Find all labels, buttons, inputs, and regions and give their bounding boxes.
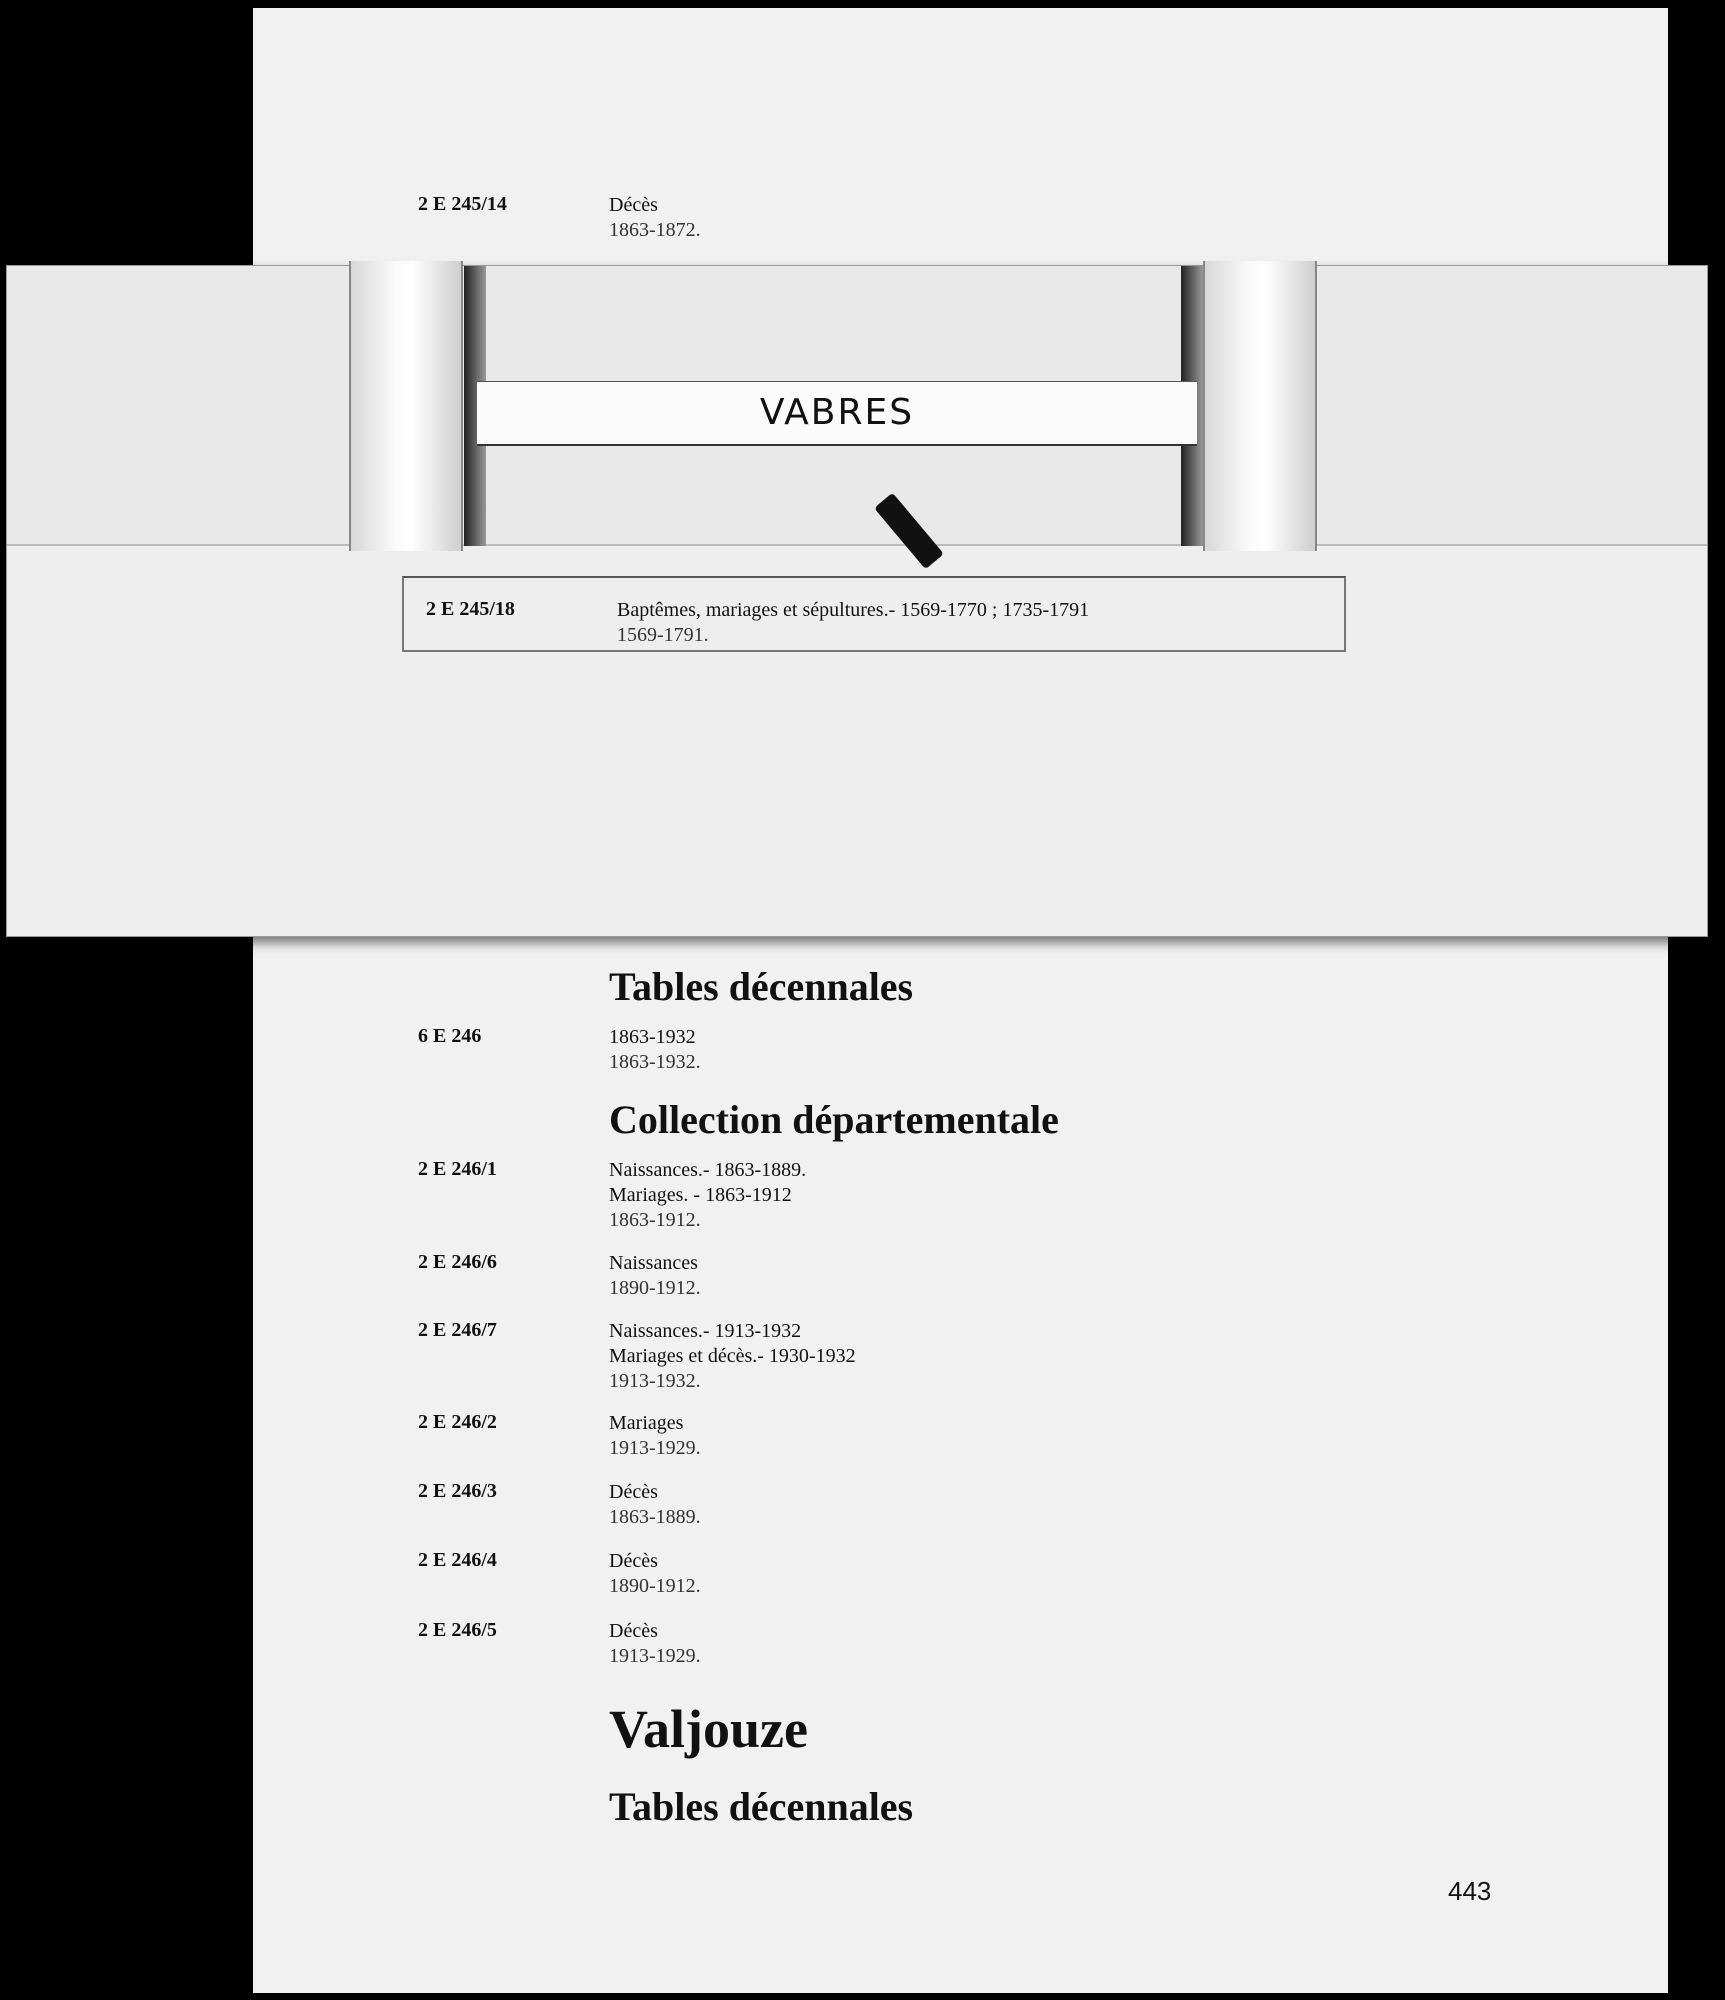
entry-dates: 1863-1932. <box>609 1051 701 1073</box>
commune-label: VABRES <box>759 392 915 433</box>
entry-code: 2 E 246/5 <box>418 1619 497 1641</box>
entry-dates: 1890-1912. <box>609 1575 701 1597</box>
entry-description: Décès <box>609 1481 658 1503</box>
entry-code: 2 E 245/14 <box>418 193 507 215</box>
adhesive-tape-right <box>1203 261 1317 551</box>
entry-code: 2 E 246/1 <box>418 1158 497 1180</box>
folded-overlay-flap <box>6 265 1708 937</box>
entry-description: 1863-1932 <box>609 1026 696 1048</box>
entry-dates: 1913-1929. <box>609 1645 701 1667</box>
entry-description: Décès <box>609 1620 658 1642</box>
entry-description: Naissances.- 1913-1932 <box>609 1320 802 1342</box>
entry-description: Décès <box>609 194 658 216</box>
commune-subheading: Tables décennales <box>609 1784 914 1829</box>
entry-code: 2 E 246/6 <box>418 1251 497 1273</box>
section-heading-collection: Collection départementale <box>609 1097 1059 1142</box>
entry-code: 2 E 246/2 <box>418 1411 497 1433</box>
entry-dates: 1890-1912. <box>609 1277 701 1299</box>
entry-code: 2 E 246/7 <box>418 1319 497 1341</box>
entry-code: 2 E 246/3 <box>418 1480 497 1502</box>
commune-heading: Valjouze <box>609 1699 808 1759</box>
entry-dates: 1913-1932. <box>609 1370 701 1392</box>
entry-dates: 1569-1791. <box>617 624 709 646</box>
entry-2e245-18 <box>402 576 1346 652</box>
entry-dates: 1863-1912. <box>609 1209 701 1231</box>
entry-code: 2 E 245/18 <box>426 598 515 620</box>
entry-description: Mariages et décès.- 1930-1932 <box>609 1345 856 1367</box>
entry-description: Mariages <box>609 1412 684 1434</box>
entry-description: Décès <box>609 1550 658 1572</box>
entry-code: 2 E 246/4 <box>418 1549 497 1571</box>
page-number: 443 <box>1448 1876 1492 1906</box>
entry-dates: 1863-1872. <box>609 219 701 241</box>
commune-label-card <box>477 381 1197 446</box>
adhesive-tape-left <box>349 261 463 551</box>
section-heading-tables: Tables décennales <box>609 964 914 1009</box>
entry-description: Naissances.- 1863-1889. <box>609 1159 807 1181</box>
entry-description: Baptêmes, mariages et sépultures.- 1569-1770 ; 1735-1791 <box>617 599 1090 621</box>
entry-dates: 1913-1929. <box>609 1437 701 1459</box>
entry-description: Naissances <box>609 1252 698 1274</box>
entry-dates: 1863-1889. <box>609 1506 701 1528</box>
entry-description: Mariages. - 1863-1912 <box>609 1184 792 1206</box>
entry-code: 6 E 246 <box>418 1025 482 1047</box>
